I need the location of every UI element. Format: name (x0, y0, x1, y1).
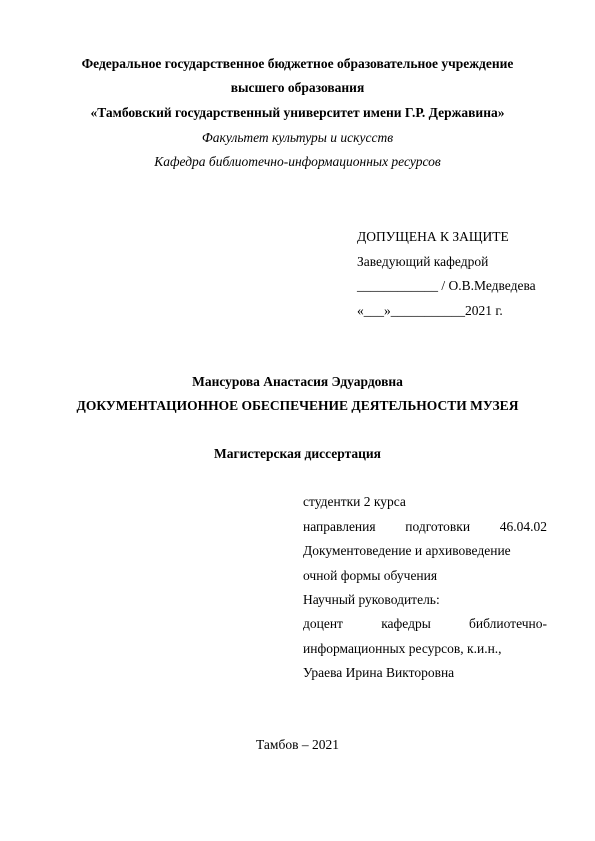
position-word: доцент (303, 616, 343, 631)
supervisor-name: Ураева Ирина Викторовна (303, 665, 455, 680)
approval-signature: ____________ / О.В.Медведева (357, 278, 536, 293)
approval-date: «___»___________2021 г. (357, 303, 503, 318)
institution-type: Федеральное государственное бюджетное образовательное учреждение (81, 56, 514, 71)
student-specialty: Документоведение и архивоведение (303, 543, 511, 558)
work-type: Магистерская диссертация (213, 446, 381, 461)
position-word: библиотечно- (469, 616, 547, 631)
faculty-name: Факультет культуры и искусств (201, 130, 394, 145)
city-year: Тамбов – 2021 (256, 737, 339, 752)
education-level: высшего образования (230, 80, 365, 95)
approval-role: Заведующий кафедрой (357, 254, 489, 269)
author-name: Мансурова Анастасия Эдуардовна (192, 374, 403, 389)
supervisor-position (303, 616, 547, 632)
student-study-form: очной формы обучения (303, 568, 438, 583)
supervisor-label: Научный руководитель: (303, 592, 440, 607)
direction-word: подготовки (405, 519, 471, 534)
student-direction (303, 519, 547, 535)
position-word: кафедры (381, 616, 431, 631)
supervisor-degree: информационных ресурсов, к.и.н., (303, 641, 502, 656)
department-name: Кафедра библиотечно-информационных ресурсов (154, 154, 441, 169)
approval-title: ДОПУЩЕНА К ЗАЩИТЕ (357, 229, 509, 244)
student-course: студентки 2 курса (303, 494, 406, 509)
direction-word: направления (303, 519, 376, 534)
direction-code: 46.04.02 (499, 519, 547, 534)
thesis-title: ДОКУМЕНТАЦИОННОЕ ОБЕСПЕЧЕНИЕ ДЕЯТЕЛЬНОСТИ МУЗЕЯ (76, 398, 519, 413)
university-name: «Тамбовский государственный университет имени Г.Р. Державина» (90, 105, 505, 120)
